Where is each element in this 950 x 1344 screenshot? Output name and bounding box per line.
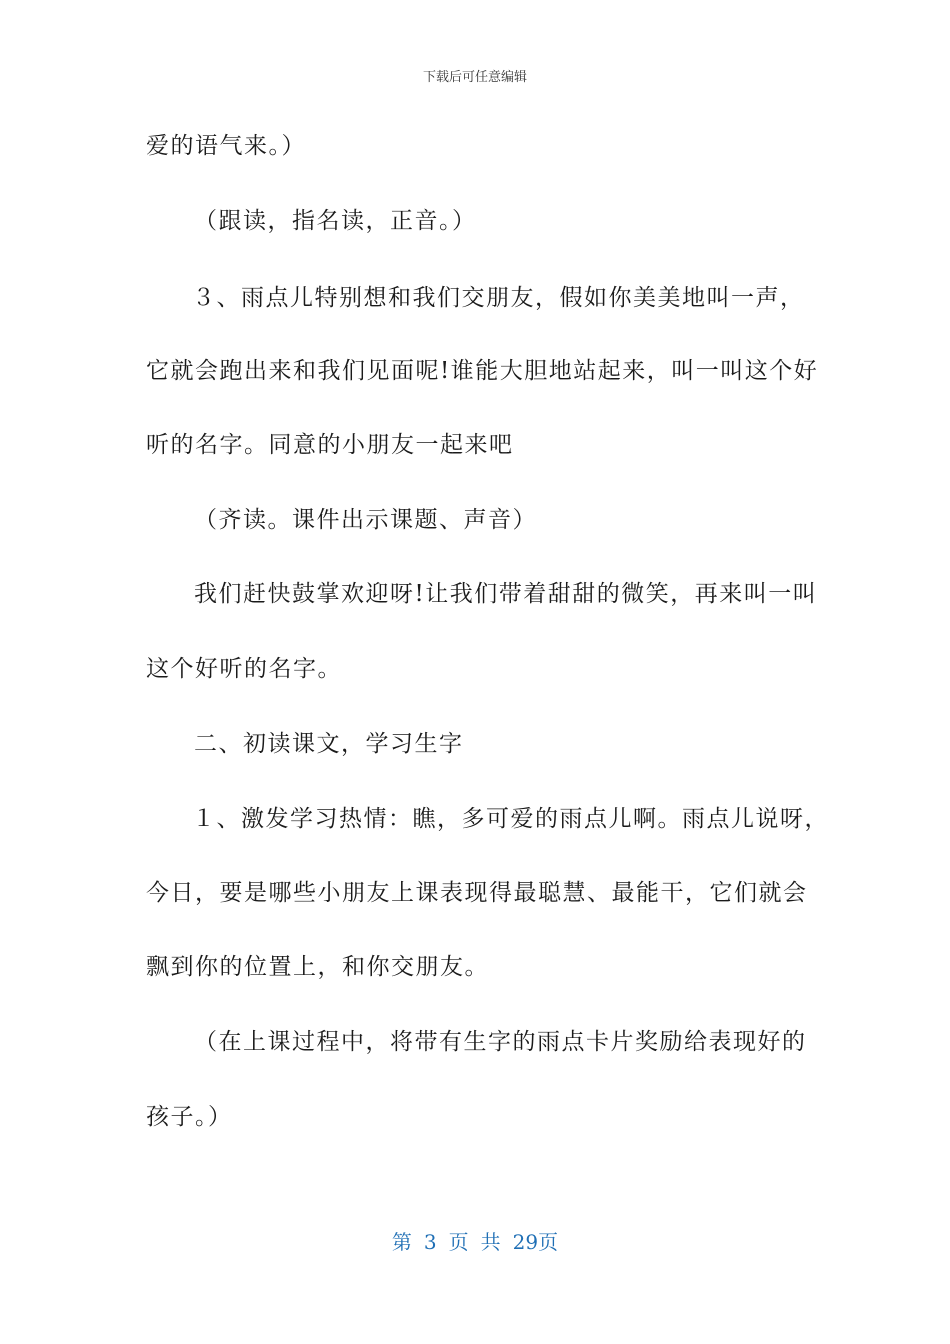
paragraph-line: 我们赶快鼓掌欢迎呀!让我们带着甜甜的微笑，再来叫一叫: [194, 581, 818, 607]
footer-page-label: 第: [391, 1230, 412, 1254]
paragraph-line: （在上课过程中，将带有生字的雨点卡片奖励给表现好的: [194, 1029, 807, 1055]
footer-total-label: 共: [480, 1230, 501, 1254]
page-footer: [0, 1226, 950, 1255]
paragraph-line: 它就会跑出来和我们见面呢!谁能大胆地站起来，叫一叫这个好: [146, 358, 819, 384]
section-heading: 二、初读课文，学习生字: [194, 731, 464, 757]
footer-page-number: 3: [423, 1230, 437, 1254]
footer-total-pages: 29页: [512, 1230, 559, 1254]
paragraph-line: 孩子。）: [146, 1104, 233, 1130]
paragraph-line: 这个好听的名字。: [146, 656, 342, 682]
paragraph-line: 今日，要是哪些小朋友上课表现得最聪慧、最能干，它们就会: [146, 880, 808, 906]
page-header: 下载后可任意编辑: [422, 70, 527, 85]
footer-page-unit: 页: [448, 1230, 469, 1254]
paragraph-line: 爱的语气来。）: [146, 133, 306, 159]
paragraph-line: （齐读。课件出示课题、声音）: [194, 507, 537, 533]
paragraph-line: （跟读，指名读，正音。）: [194, 208, 477, 234]
paragraph-line: 飘到你的位置上，和你交朋友。: [146, 954, 489, 980]
paragraph-line: 听的名字。同意的小朋友一起来吧: [146, 432, 514, 458]
paragraph-line: ３、雨点儿特别想和我们交朋友，假如你美美地叫一声，: [192, 285, 805, 311]
paragraph-line: １、激发学习热情：瞧，多可爱的雨点儿啊。雨点儿说呀，: [192, 806, 829, 832]
